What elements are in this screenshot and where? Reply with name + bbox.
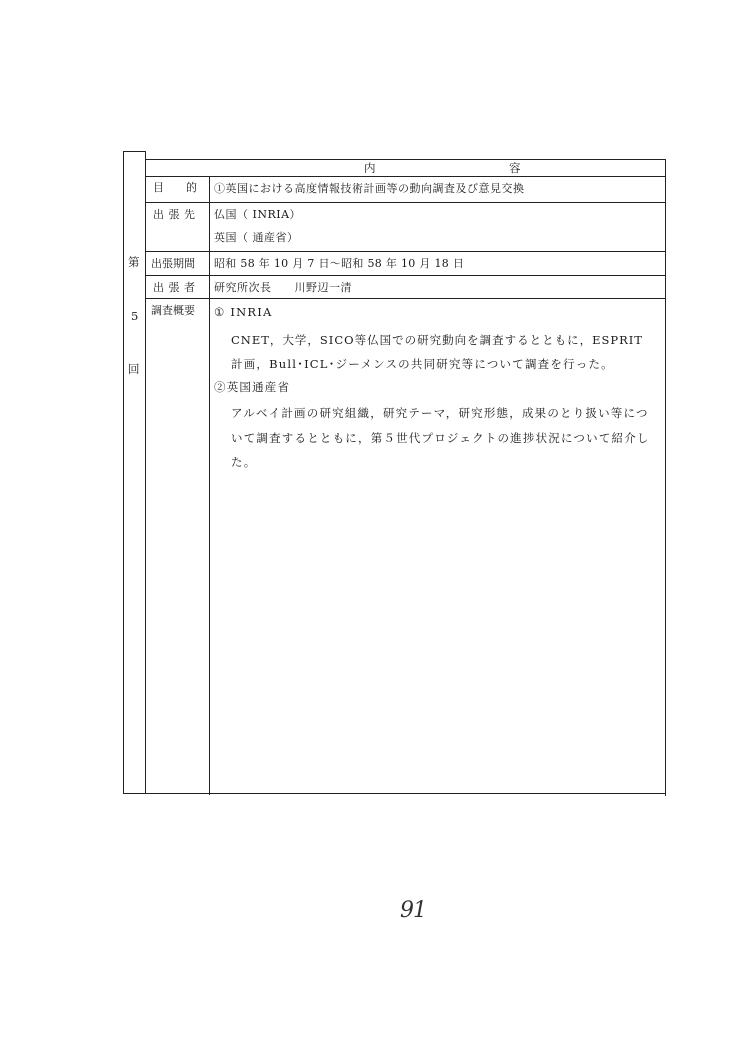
summary-line-1: ① INRIA	[214, 305, 273, 319]
outer-left-border	[123, 151, 124, 793]
summary-line-4: ②英国通産省	[214, 380, 291, 394]
side-label-char-2: 5	[131, 309, 140, 323]
summary-line-5: アルベイ計画の研究組織，研究テーマ，研究形態，成果のとり扱い等につ	[231, 406, 649, 420]
row-border-3	[145, 275, 666, 276]
header-char-2: 容	[509, 161, 522, 175]
header-bottom-border	[145, 176, 666, 177]
inner-left-border	[145, 151, 146, 794]
summary-line-3: 計画，Bull･ICL･ジーメンスの共同研究等について調査を行った。	[231, 357, 614, 371]
side-label-char-3: 回	[128, 362, 141, 376]
bottom-border	[123, 793, 666, 794]
destination-line-1: 仏国（ INRIA）	[214, 208, 302, 221]
row-border-1	[145, 202, 666, 203]
page-number: 91	[400, 898, 426, 923]
row-border-2	[145, 251, 666, 252]
traveler-value: 研究所次長 川野辺一清	[214, 281, 352, 294]
period-value: 昭和 58 年 10 月 7 日～昭和 58 年 10 月 18 日	[214, 257, 465, 270]
summary-line-2: CNET，大学，SICO等仏国での研究動向を調査するとともに，ESPRIT	[231, 333, 643, 347]
header-char-1: 内	[364, 161, 377, 175]
period-label: 出張期間	[151, 257, 195, 270]
traveler-label: 出 張 者	[153, 281, 196, 294]
row-border-4	[145, 298, 666, 299]
destination-line-2: 英国（ 通産省）	[214, 231, 299, 244]
purpose-value: ①英国における高度情報技術計画等の動向調査及び意見交換	[214, 182, 525, 195]
top-border	[123, 151, 146, 152]
summary-line-7: た。	[231, 455, 257, 469]
side-label-char-1: 第	[128, 255, 141, 269]
outer-right-border	[665, 159, 666, 796]
destination-label: 出 張 先	[153, 208, 196, 221]
label-column-border	[209, 176, 210, 795]
header-top-border	[145, 159, 666, 160]
summary-label: 調査概要	[151, 304, 195, 317]
purpose-label: 目 的	[153, 181, 197, 194]
summary-line-6: いて調査するとともに，第５世代プロジェクトの進捗状況について紹介し	[231, 431, 650, 445]
